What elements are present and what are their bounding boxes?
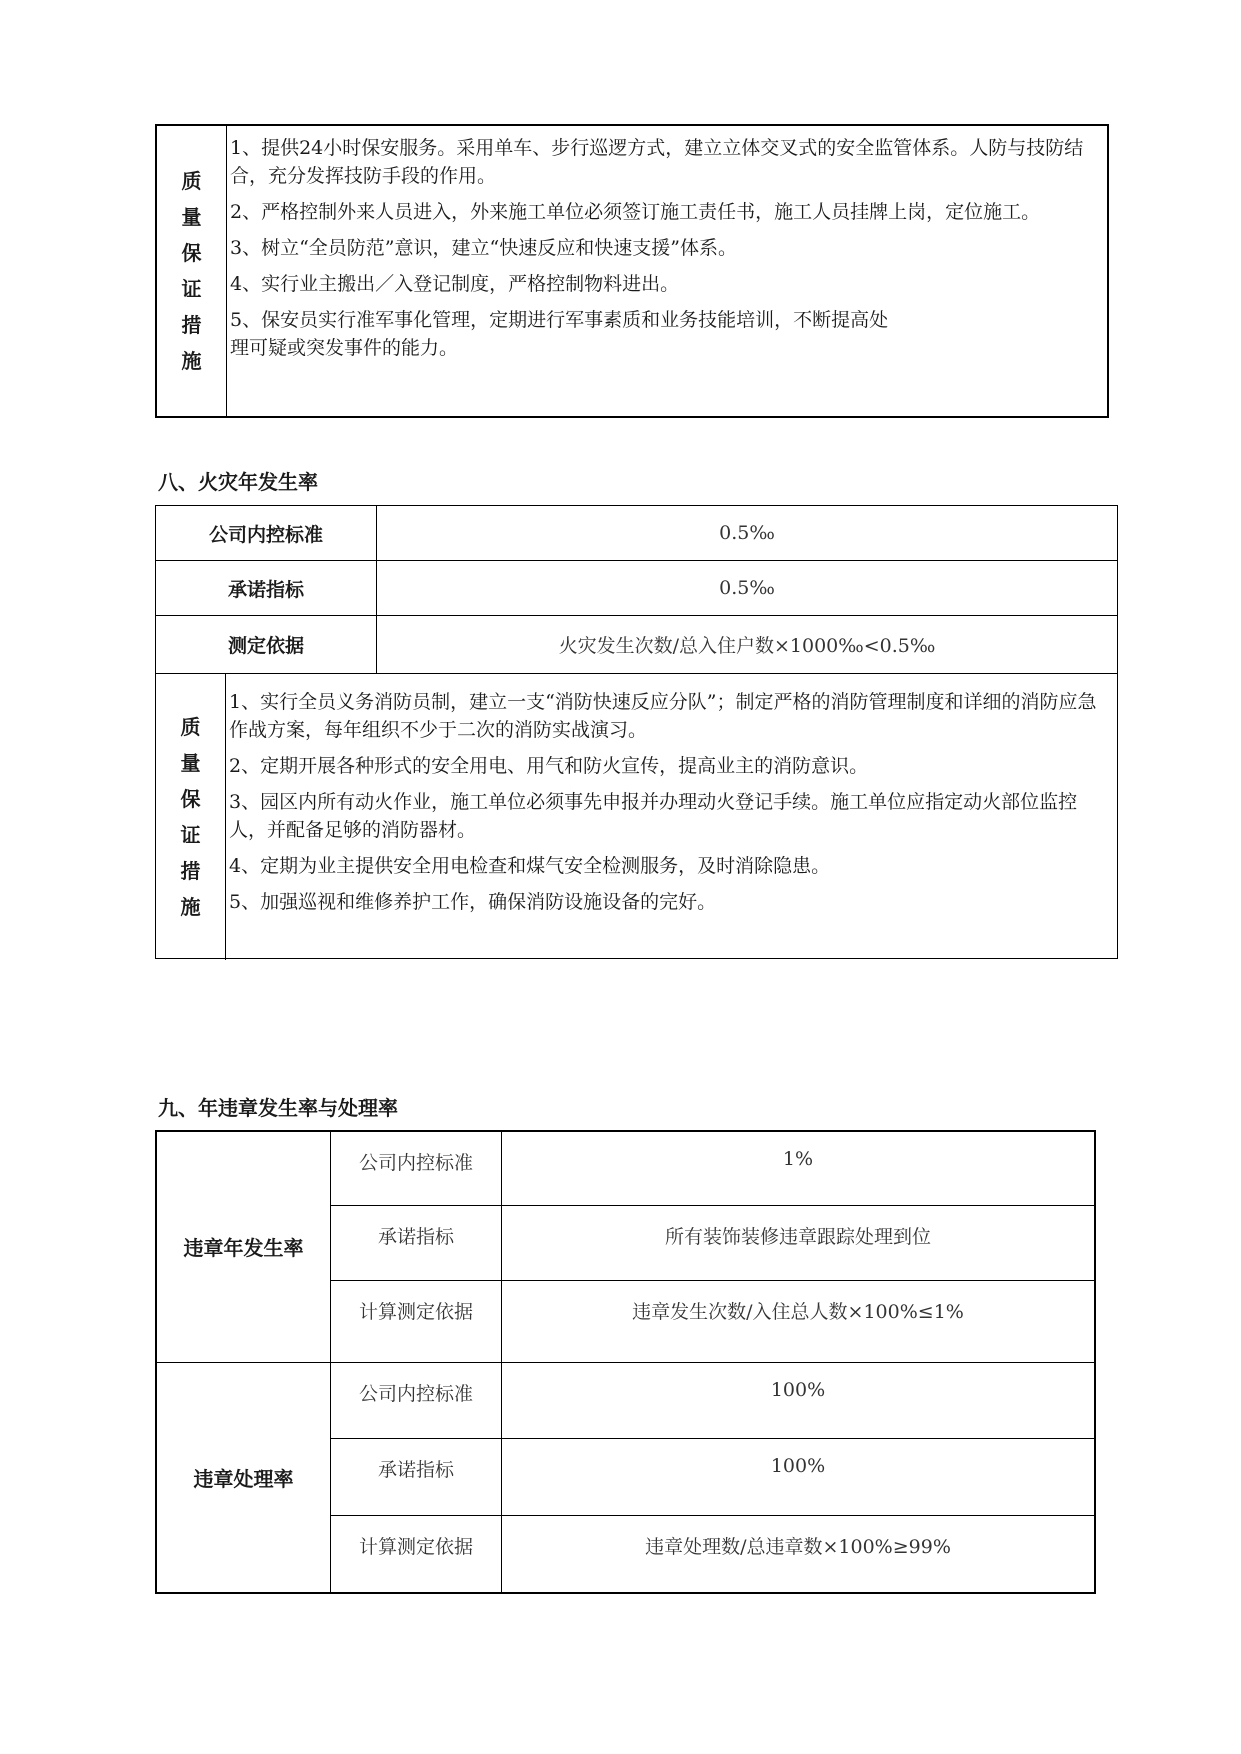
table-row xyxy=(331,1515,1094,1592)
group-label: 违章处理率 xyxy=(157,1363,331,1593)
row-value: 0.5‰ xyxy=(719,522,775,544)
measure-item: 3、树立“全员防范”意识，建立“快速反应和快速支援”体系。 xyxy=(230,237,737,259)
measure-item: 1、实行全员义务消防员制，建立一支“消防快速反应分队”；制定严格的消防管理制度和详细的消防应急作战方案，每年组织不少于二次的消防实战演习。 xyxy=(229,691,1097,741)
fire-measures-row xyxy=(156,674,1117,960)
row-value: 100% xyxy=(770,1378,826,1401)
table-row xyxy=(331,1205,1094,1279)
table-row xyxy=(331,1363,1094,1439)
table-row xyxy=(331,1280,1094,1362)
measure-item: 3、园区内所有动火作业，施工单位必须事先申报并办理动火登记手续。施工单位应指定动火部位监控人，并配备足够的消防器材。 xyxy=(229,791,1078,841)
section-heading-fire-rate: 八、火灾年发生率 xyxy=(158,470,318,494)
table-row xyxy=(331,1132,1094,1205)
group-label: 违章年发生率 xyxy=(157,1132,331,1362)
row-value: 违章处理数/总违章数×100%≥99% xyxy=(645,1536,951,1559)
row-value: 1% xyxy=(782,1148,814,1170)
security-measures-table xyxy=(155,124,1109,418)
table-row xyxy=(156,506,1117,561)
fire-rate-table xyxy=(155,505,1118,959)
table-group xyxy=(157,1362,1094,1593)
measure-item: 2、严格控制外来人员进入，外来施工单位必须签订施工责任书，施工人员挂牌上岗，定位施工。 xyxy=(230,201,1041,223)
row-value: 违章发生次数/入住总人数×100%≤1% xyxy=(632,1300,964,1323)
table-group xyxy=(157,1132,1094,1362)
row-key: 测定依据 xyxy=(156,616,377,673)
measure-item: 2、定期开展各种形式的安全用电、用气和防火宣传，提高业主的消防意识。 xyxy=(229,755,869,777)
row-key: 公司内控标准 xyxy=(156,506,377,560)
row-key: 承诺指标 xyxy=(331,1439,502,1515)
row-value: 所有装饰装修违章跟踪处理到位 xyxy=(664,1226,931,1249)
quality-assurance-label: 质 量 保 证 措 施 xyxy=(157,126,227,416)
measure-item: 1、提供24小时保安服务。采用单车、步行巡逻方式，建立立体交叉式的安全监管体系。人防与技防结合，充分发挥技防手段的作用。 xyxy=(230,137,1084,187)
table-row xyxy=(331,1438,1094,1515)
table-row xyxy=(156,561,1117,616)
measure-item: 5、保安员实行准军事化管理，定期进行军事素质和业务技能培训，不断提高处理可疑或突发事件的能力。 xyxy=(230,309,889,359)
row-value: 火灾发生次数/总入住户数×1000‰<0.5‰ xyxy=(558,635,936,657)
measure-item: 4、定期为业主提供安全用电检查和煤气安全检测服务，及时消除隐患。 xyxy=(229,855,831,877)
measures-list xyxy=(226,674,1117,960)
row-key: 计算测定依据 xyxy=(331,1516,502,1592)
quality-assurance-label: 质 量 保 证 措 施 xyxy=(156,674,226,960)
row-key: 承诺指标 xyxy=(331,1206,502,1279)
measures-list xyxy=(227,126,1107,416)
row-key: 公司内控标准 xyxy=(331,1132,502,1205)
row-key: 公司内控标准 xyxy=(331,1363,502,1439)
section-heading-violation-rate: 九、年违章发生率与处理率 xyxy=(158,1096,398,1120)
row-value: 100% xyxy=(770,1455,826,1478)
table-row xyxy=(156,616,1117,674)
measure-item: 4、实行业主搬出／入登记制度，严格控制物料进出。 xyxy=(230,273,680,295)
measure-item: 5、加强巡视和维修养护工作，确保消防设施设备的完好。 xyxy=(229,891,717,913)
row-key: 计算测定依据 xyxy=(331,1281,502,1362)
row-key: 承诺指标 xyxy=(156,561,377,615)
row-value: 0.5‰ xyxy=(719,577,775,599)
violation-rate-table xyxy=(155,1130,1096,1594)
